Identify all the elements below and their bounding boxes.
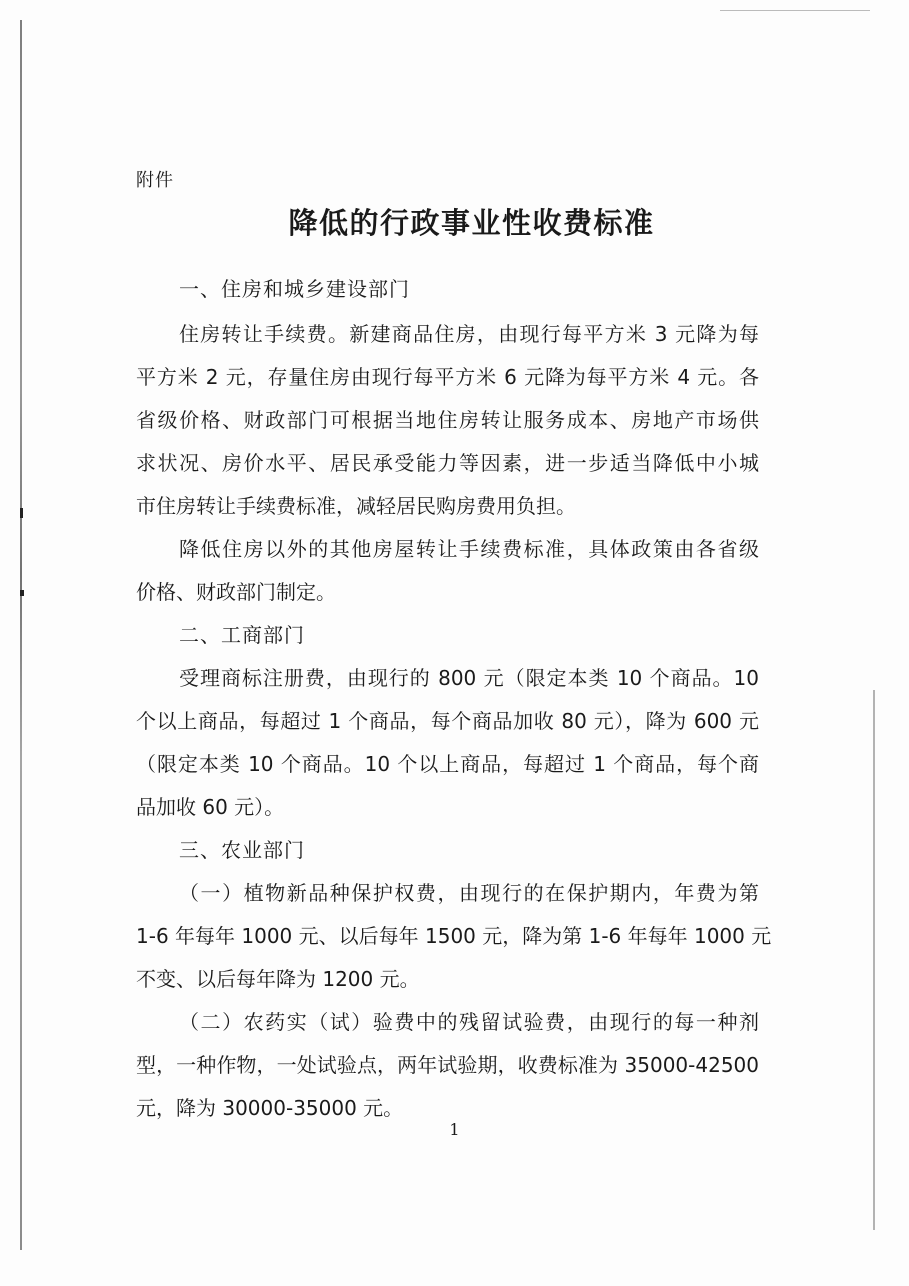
scan-mark xyxy=(20,590,24,596)
scan-edge-right xyxy=(873,690,875,1230)
paragraph-line: 型，一种作物，一处试验点，两年试验期，收费标准为 35000-42500 xyxy=(136,1053,759,1077)
section-heading: 二、工商部门 xyxy=(179,623,305,647)
paragraph-line: 品加收 60 元）。 xyxy=(136,795,285,819)
paragraph-line: 1-6 年每年 1000 元、以后每年 1500 元，降为第 1-6 年每年 1000 元 xyxy=(136,924,772,948)
paragraph-line: 个以上商品，每超过 1 个商品，每个商品加收 80 元），降为 600 元 xyxy=(136,709,759,733)
paragraph-line: （二）农药实（试）验费中的残留试验费，由现行的每一种剂 xyxy=(179,1010,759,1034)
paragraph-line: 求状况、房价水平、居民承受能力等因素，进一步适当降低中小城 xyxy=(136,451,759,475)
paragraph-line: 元，降为 30000-35000 元。 xyxy=(136,1096,404,1120)
section-heading: 一、住房和城乡建设部门 xyxy=(179,277,410,301)
paragraph-line: 市住房转让手续费标准，减轻居民购房费用负担。 xyxy=(136,494,576,518)
paragraph-line: （一）植物新品种保护权费，由现行的在保护期内，年费为第 xyxy=(179,881,759,905)
paragraph-line: （限定本类 10 个商品。10 个以上商品，每超过 1 个商品，每个商 xyxy=(136,752,759,776)
paragraph-line: 价格、财政部门制定。 xyxy=(136,580,336,604)
paragraph-line: 不变、以后每年降为 1200 元。 xyxy=(136,967,420,991)
scan-mark xyxy=(20,508,23,518)
paragraph-line: 降低住房以外的其他房屋转让手续费标准，具体政策由各省级 xyxy=(179,537,759,561)
scan-edge-top xyxy=(720,10,870,11)
page-number: 1 xyxy=(449,1120,460,1139)
paragraph-line: 省级价格、财政部门可根据当地住房转让服务成本、房地产市场供 xyxy=(136,408,759,432)
section-heading: 三、农业部门 xyxy=(179,838,305,862)
document-title: 降低的行政事业性收费标准 xyxy=(288,206,655,240)
paragraph-line: 受理商标注册费，由现行的 800 元（限定本类 10 个商品。10 xyxy=(179,666,759,690)
attachment-label: 附件 xyxy=(136,170,174,191)
paragraph-line: 住房转让手续费。新建商品住房，由现行每平方米 3 元降为每 xyxy=(179,322,759,346)
paragraph-line: 平方米 2 元，存量住房由现行每平方米 6 元降为每平方米 4 元。各 xyxy=(136,365,759,389)
